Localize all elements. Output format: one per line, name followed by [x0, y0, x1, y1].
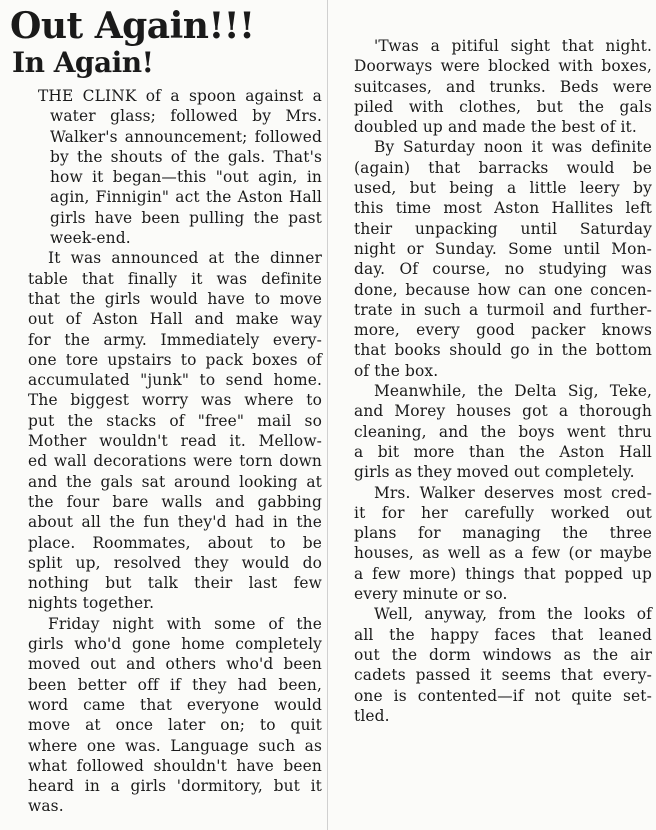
text-line: that the girls would have to move: [28, 289, 322, 308]
text-line: one is contented—if not quite set-: [354, 686, 652, 705]
text-line: Meanwhile, the Delta Sig, Teke,: [374, 382, 652, 401]
text-line: Doorways were blocked with boxes,: [354, 57, 652, 76]
text-line: night or Sunday. Some until Mon-: [354, 239, 652, 258]
text-line: the four bare walls and gabbing: [28, 492, 322, 511]
text-line: move at once later on; to quit: [28, 716, 322, 735]
left-paragraph: [8, 614, 322, 817]
text-line: it for her carefully worked out: [354, 503, 652, 522]
text-line: Walker's announcement; followed: [50, 127, 322, 146]
text-line: place. Roommates, about to be: [28, 533, 322, 552]
text-line: about all the fun they'd had in the: [28, 513, 322, 532]
text-line: was.: [28, 797, 64, 816]
right-paragraph: [334, 36, 652, 137]
left-paragraphs: [8, 86, 322, 817]
text-line: a few more) things that popped up: [354, 564, 652, 583]
text-line: It was announced at the dinner: [48, 249, 322, 268]
text-line: agin, Finnigin" act the Aston Hall: [50, 188, 322, 207]
text-line: nothing but talk their last few: [28, 574, 322, 593]
text-line: THE CLINK of a spoon against a: [38, 87, 322, 105]
text-line: where one was. Language such as: [28, 736, 322, 755]
text-line: piled with clothes, but the gals: [354, 97, 652, 116]
left-paragraph: [8, 86, 322, 248]
text-line: out the dorm windows as the air: [354, 645, 652, 664]
text-line: out of Aston Hall and make way: [28, 310, 322, 329]
text-line: cleaning, and the boys went thru: [354, 422, 652, 441]
text-line: and the gals sat around looking at: [28, 472, 322, 491]
text-line: doubled up and made the best of it.: [354, 118, 637, 137]
text-line: more, every good packer knows: [354, 321, 652, 340]
text-line: been better off if they had been,: [28, 675, 322, 694]
column-divider: [327, 0, 328, 830]
text-line: for the army. Immediately every-: [28, 330, 322, 349]
text-line: tled.: [354, 706, 390, 725]
left-column: [8, 0, 322, 817]
text-line: houses, as well as a few (or maybe: [354, 544, 652, 563]
text-line: (again) that barracks would be: [354, 158, 652, 177]
text-line: of the box.: [354, 361, 439, 380]
text-line: Mrs. Walker deserves most cred-: [374, 483, 652, 502]
text-line: moved out and others who'd been: [28, 655, 322, 674]
text-line: and Morey houses got a thorough: [354, 402, 652, 421]
text-line: word came that everyone would: [28, 695, 322, 714]
text-line: split up, resolved they would do: [28, 553, 322, 572]
text-line: accumulated "junk" to send home.: [28, 371, 322, 390]
text-line: ed wall decorations were torn down: [28, 452, 322, 471]
text-line: nights together.: [28, 594, 155, 613]
text-line: girls who'd gone home completely: [28, 635, 322, 654]
text-line: Mother wouldn't read it. Mellow-: [28, 432, 322, 451]
text-line: heard in a girls 'dormitory, but it: [28, 777, 322, 796]
text-line: Well, anyway, from the looks of: [374, 605, 652, 624]
text-line: table that finally it was definite: [28, 269, 322, 288]
text-line: done, because how can one concen-: [354, 280, 652, 299]
right-column: [334, 36, 652, 726]
text-line: plans for managing the three: [354, 524, 652, 543]
text-line: this time most Aston Hallites left: [354, 199, 652, 218]
right-paragraph: [334, 381, 652, 482]
text-line: used, but being a little leery by: [354, 179, 652, 198]
text-line: every minute or so.: [354, 585, 508, 604]
text-line: trate in such a turmoil and further-: [354, 300, 652, 319]
text-line: water glass; followed by Mrs.: [50, 107, 322, 126]
text-line: cadets passed it seems that every-: [354, 666, 652, 685]
text-line: that books should go in the bottom: [354, 341, 652, 360]
headline-sub: In Again!: [12, 46, 154, 79]
text-line: all the happy faces that leaned: [354, 625, 652, 644]
text-line: week-end.: [50, 229, 131, 248]
text-line: what followed shouldn't have been: [28, 756, 322, 775]
right-paragraphs: [334, 36, 652, 726]
left-paragraph: [8, 248, 322, 613]
text-line: day. Of course, no studying was: [354, 260, 652, 279]
text-line: suitcases, and trunks. Beds were: [354, 77, 652, 96]
text-line: by the shouts of the gals. That's: [50, 147, 322, 166]
right-paragraph: [334, 137, 652, 381]
text-line: their unpacking until Saturday: [354, 219, 652, 238]
text-line: By Saturday noon it was definite: [374, 138, 652, 157]
right-paragraph: [334, 604, 652, 726]
text-line: put the stacks of "free" mail so: [28, 411, 322, 430]
headline-main: Out Again!!!: [10, 5, 255, 47]
text-line: girls as they moved out completely.: [354, 463, 635, 482]
text-line: how it began—this "out agin, in: [50, 168, 322, 187]
right-paragraph: [334, 483, 652, 605]
text-line: The biggest worry was where to: [28, 391, 322, 410]
text-line: a bit more than the Aston Hall: [354, 442, 652, 461]
text-line: 'Twas a pitiful sight that night.: [374, 37, 652, 55]
text-line: one tore upstairs to pack boxes of: [28, 350, 322, 369]
text-line: Friday night with some of the: [48, 614, 322, 633]
text-line: girls have been pulling the past: [50, 208, 322, 227]
